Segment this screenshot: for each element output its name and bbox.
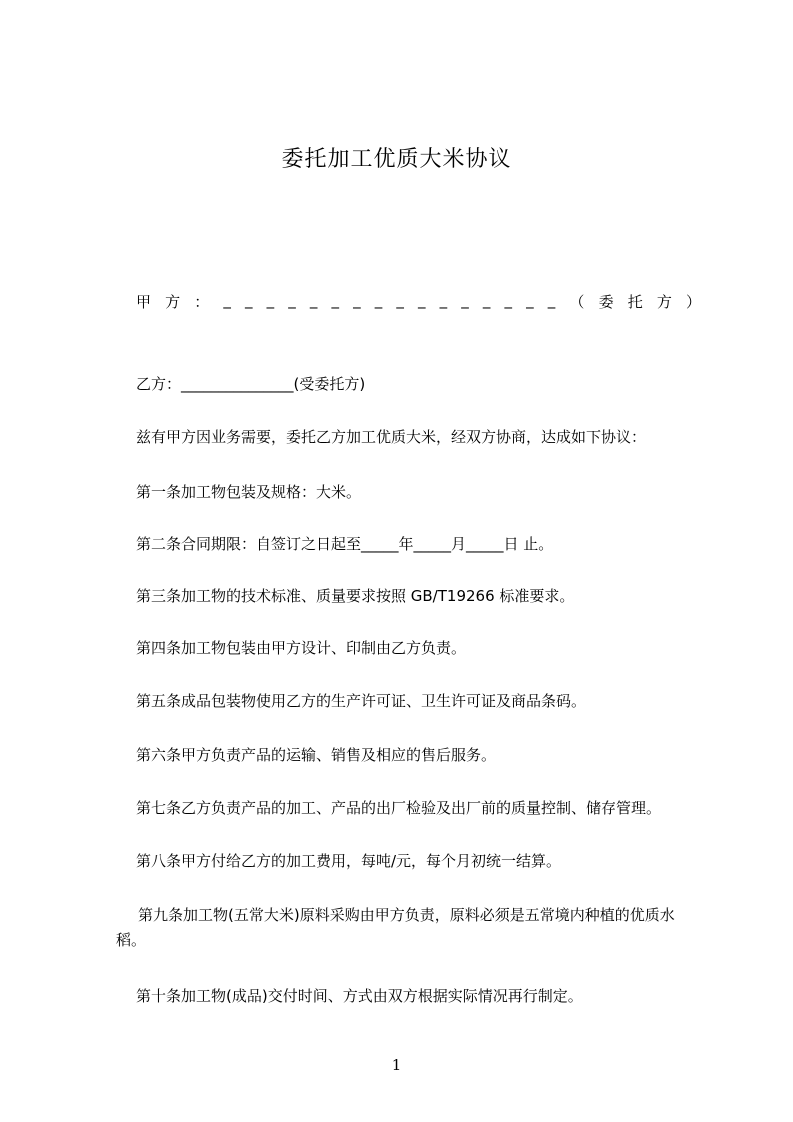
party-a-blank: _ (526, 291, 534, 309)
page-number: 1 (391, 1056, 402, 1074)
party-a-char: 甲 (136, 293, 152, 311)
party-a-blank: _ (374, 291, 383, 309)
party-a-blank: _ (547, 291, 556, 309)
party-a-blank: _ (245, 291, 253, 309)
party-a-blank: _ (461, 291, 469, 309)
party-a-blank: _ (504, 291, 513, 309)
party-b-line: 乙方：_______________(受委托方) (136, 375, 366, 393)
clause-8: 第八条甲方付给乙方的加工费用，每吨/元，每个月初统一结算。 (136, 852, 562, 870)
clause-6: 第六条甲方负责产品的运输、销售及相应的售后服务。 (136, 746, 497, 764)
party-a-line (136, 291, 701, 312)
party-a-char: 委 (598, 293, 614, 311)
party-a-blank: _ (439, 291, 448, 309)
party-a-char: （ (569, 293, 585, 311)
party-a-blank: _ (331, 291, 340, 309)
party-a-blank: _ (288, 291, 296, 309)
party-a-blank: _ (266, 291, 275, 309)
document-title: 委托加工优质大米协议 (281, 147, 512, 172)
party-a-blank: _ (309, 291, 318, 309)
clause-10: 第十条加工物(成品)交付时间、方式由双方根据实际情况再行制定。 (136, 987, 583, 1005)
party-a-char: ） (685, 293, 701, 311)
clause-2: 第二条合同期限：自签订之日起至_____年_____月_____日 止。 (136, 535, 554, 553)
party-a-blank: _ (418, 291, 426, 309)
clause-3: 第三条加工物的技术标准、质量要求按照 GB/T19266 标准要求。 (136, 587, 575, 605)
clause-5: 第五条成品包装物使用乙方的生产许可证、卫生许可证及商品条码。 (136, 692, 587, 710)
party-a-blank: _ (396, 291, 404, 309)
clause-7: 第七条乙方负责产品的加工、产品的出厂检验及出厂前的质量控制、储存管理。 (136, 799, 662, 817)
party-a-char: 方 (656, 293, 672, 311)
party-a-char: 托 (627, 293, 643, 311)
clause-9: 第九条加工物(五常大米)原料采购由甲方负责，原料必须是五常境内种植的优质水稻。 (116, 906, 675, 949)
party-a-blank: _ (223, 291, 231, 309)
party-a-blank: _ (353, 291, 361, 309)
party-a-char: 方 (165, 293, 181, 311)
party-a-char: ： (194, 293, 210, 311)
intro-paragraph: 兹有甲方因业务需要，委托乙方加工优质大米，经双方协商，达成如下协议： (136, 428, 647, 446)
clause-4: 第四条加工物包装由甲方设计、印制由乙方负责。 (136, 639, 467, 657)
clause-1: 第一条加工物包装及规格：大米。 (136, 483, 362, 501)
party-a-blank: _ (482, 291, 491, 309)
